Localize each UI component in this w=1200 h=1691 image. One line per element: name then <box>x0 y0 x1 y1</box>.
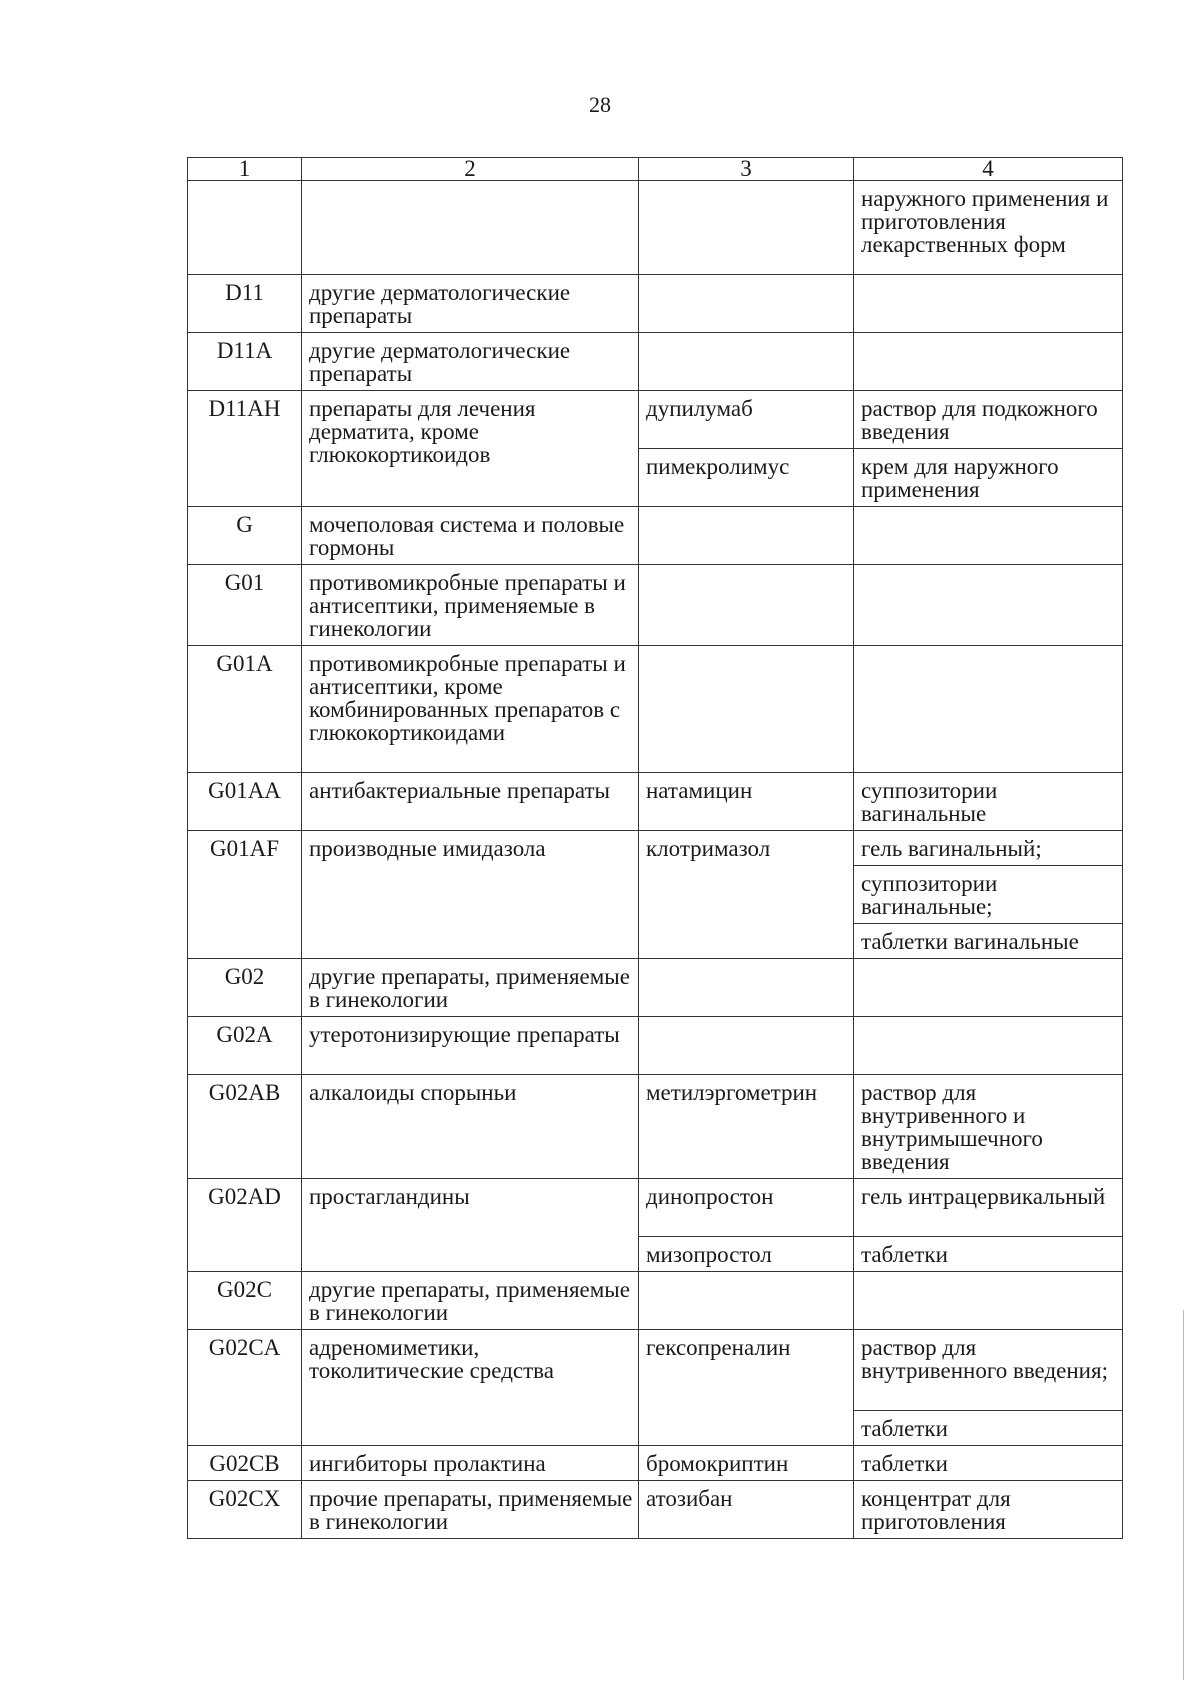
group-name: адреномиметики, токолитические средства <box>302 1330 639 1446</box>
table-row <box>188 1272 1123 1330</box>
table-row <box>188 1481 1123 1539</box>
dosage-form: раствор для подкожного введения <box>854 391 1123 449</box>
column-header: 2 <box>302 158 639 181</box>
atc-code: G02AD <box>188 1179 302 1272</box>
group-name: противомикробные препараты и антисептики, применяемые в гинекологии <box>302 565 639 646</box>
atc-code: G01AF <box>188 831 302 959</box>
atc-code: D11AH <box>188 391 302 507</box>
page-number: 28 <box>589 92 611 117</box>
dosage-form: суппозитории вагинальные <box>854 773 1123 831</box>
drug-name: пимекролимус <box>639 449 854 507</box>
table-row <box>188 959 1123 1017</box>
column-header: 4 <box>854 158 1123 181</box>
drug-name <box>639 646 854 773</box>
table-row <box>188 1446 1123 1481</box>
group-name <box>302 181 639 275</box>
drug-name: натамицин <box>639 773 854 831</box>
dosage-form: наружного применения и приготовления лекарственных форм <box>854 181 1123 275</box>
group-name: другие дерматологические препараты <box>302 333 639 391</box>
dosage-form: таблетки <box>854 1411 1123 1446</box>
table-row <box>188 773 1123 831</box>
atc-code <box>188 181 302 275</box>
group-name: ингибиторы пролактина <box>302 1446 639 1481</box>
group-name: утеротонизирующие препараты <box>302 1017 639 1075</box>
table-row <box>188 565 1123 646</box>
dosage-form <box>854 646 1123 773</box>
group-name: производные имидазола <box>302 831 639 959</box>
table-row <box>188 646 1123 773</box>
column-header: 1 <box>188 158 302 181</box>
dosage-form: суппозитории вагинальные; <box>854 866 1123 924</box>
column-header: 3 <box>639 158 854 181</box>
dosage-form: таблетки <box>854 1237 1123 1272</box>
drug-name <box>639 275 854 333</box>
table-row <box>188 507 1123 565</box>
dosage-form: концентрат для приготовления <box>854 1481 1123 1539</box>
drug-name: динопростон <box>639 1179 854 1237</box>
drug-name: бромокриптин <box>639 1446 854 1481</box>
dosage-form: раствор для внутривенного введения; <box>854 1330 1123 1411</box>
table-row <box>188 1330 1123 1411</box>
group-name: другие дерматологические препараты <box>302 275 639 333</box>
table-row <box>188 1179 1123 1237</box>
dosage-form: гель вагинальный; <box>854 831 1123 866</box>
group-name: прочие препараты, применяемые в гинекологии <box>302 1481 639 1539</box>
atc-code: G01A <box>188 646 302 773</box>
scan-edge-line <box>1183 1310 1184 1680</box>
atc-code: G01AA <box>188 773 302 831</box>
atc-code: D11A <box>188 333 302 391</box>
atc-code: G02 <box>188 959 302 1017</box>
drug-name <box>639 507 854 565</box>
group-name: простагландины <box>302 1179 639 1272</box>
dosage-form <box>854 565 1123 646</box>
table-row <box>188 275 1123 333</box>
dosage-form <box>854 333 1123 391</box>
table-row <box>188 391 1123 449</box>
group-name: противомикробные препараты и антисептики, кроме комбинированных препаратов с глюкокортикоидами <box>302 646 639 773</box>
table-row <box>188 831 1123 866</box>
dosage-form: раствор для внутривенного и внутримышечного введения <box>854 1075 1123 1179</box>
atc-code: G02CB <box>188 1446 302 1481</box>
group-name: мочеполовая система и половые гормоны <box>302 507 639 565</box>
atc-code: G02A <box>188 1017 302 1075</box>
dosage-form <box>854 1272 1123 1330</box>
atc-code: D11 <box>188 275 302 333</box>
atc-code: G01 <box>188 565 302 646</box>
atc-code: G02AB <box>188 1075 302 1179</box>
dosage-form <box>854 275 1123 333</box>
drug-name: атозибан <box>639 1481 854 1539</box>
drug-table <box>187 157 1123 1539</box>
group-name: антибактериальные препараты <box>302 773 639 831</box>
drug-name <box>639 333 854 391</box>
atc-code: G02C <box>188 1272 302 1330</box>
drug-name: дупилумаб <box>639 391 854 449</box>
drug-name: клотримазол <box>639 831 854 959</box>
group-name: алкалоиды спорыньи <box>302 1075 639 1179</box>
atc-code: G <box>188 507 302 565</box>
table-header-row <box>188 158 1123 181</box>
drug-name: метилэргометрин <box>639 1075 854 1179</box>
drug-name <box>639 1272 854 1330</box>
group-name: другие препараты, применяемые в гинекологии <box>302 1272 639 1330</box>
dosage-form: таблетки <box>854 1446 1123 1481</box>
drug-name <box>639 181 854 275</box>
dosage-form: таблетки вагинальные <box>854 924 1123 959</box>
dosage-form <box>854 1017 1123 1075</box>
dosage-form: крем для наружного применения <box>854 449 1123 507</box>
drug-name <box>639 959 854 1017</box>
atc-code: G02CA <box>188 1330 302 1446</box>
dosage-form <box>854 959 1123 1017</box>
group-name: препараты для лечения дерматита, кроме глюкокортикоидов <box>302 391 639 507</box>
drug-name <box>639 1017 854 1075</box>
atc-code: G02CX <box>188 1481 302 1539</box>
dosage-form: гель интрацервикальный <box>854 1179 1123 1237</box>
group-name: другие препараты, применяемые в гинекологии <box>302 959 639 1017</box>
table-row <box>188 181 1123 275</box>
table-row <box>188 1075 1123 1179</box>
drug-name <box>639 565 854 646</box>
table-row <box>188 1017 1123 1075</box>
drug-name: мизопростол <box>639 1237 854 1272</box>
drug-name: гексопреналин <box>639 1330 854 1446</box>
dosage-form <box>854 507 1123 565</box>
table-row <box>188 333 1123 391</box>
